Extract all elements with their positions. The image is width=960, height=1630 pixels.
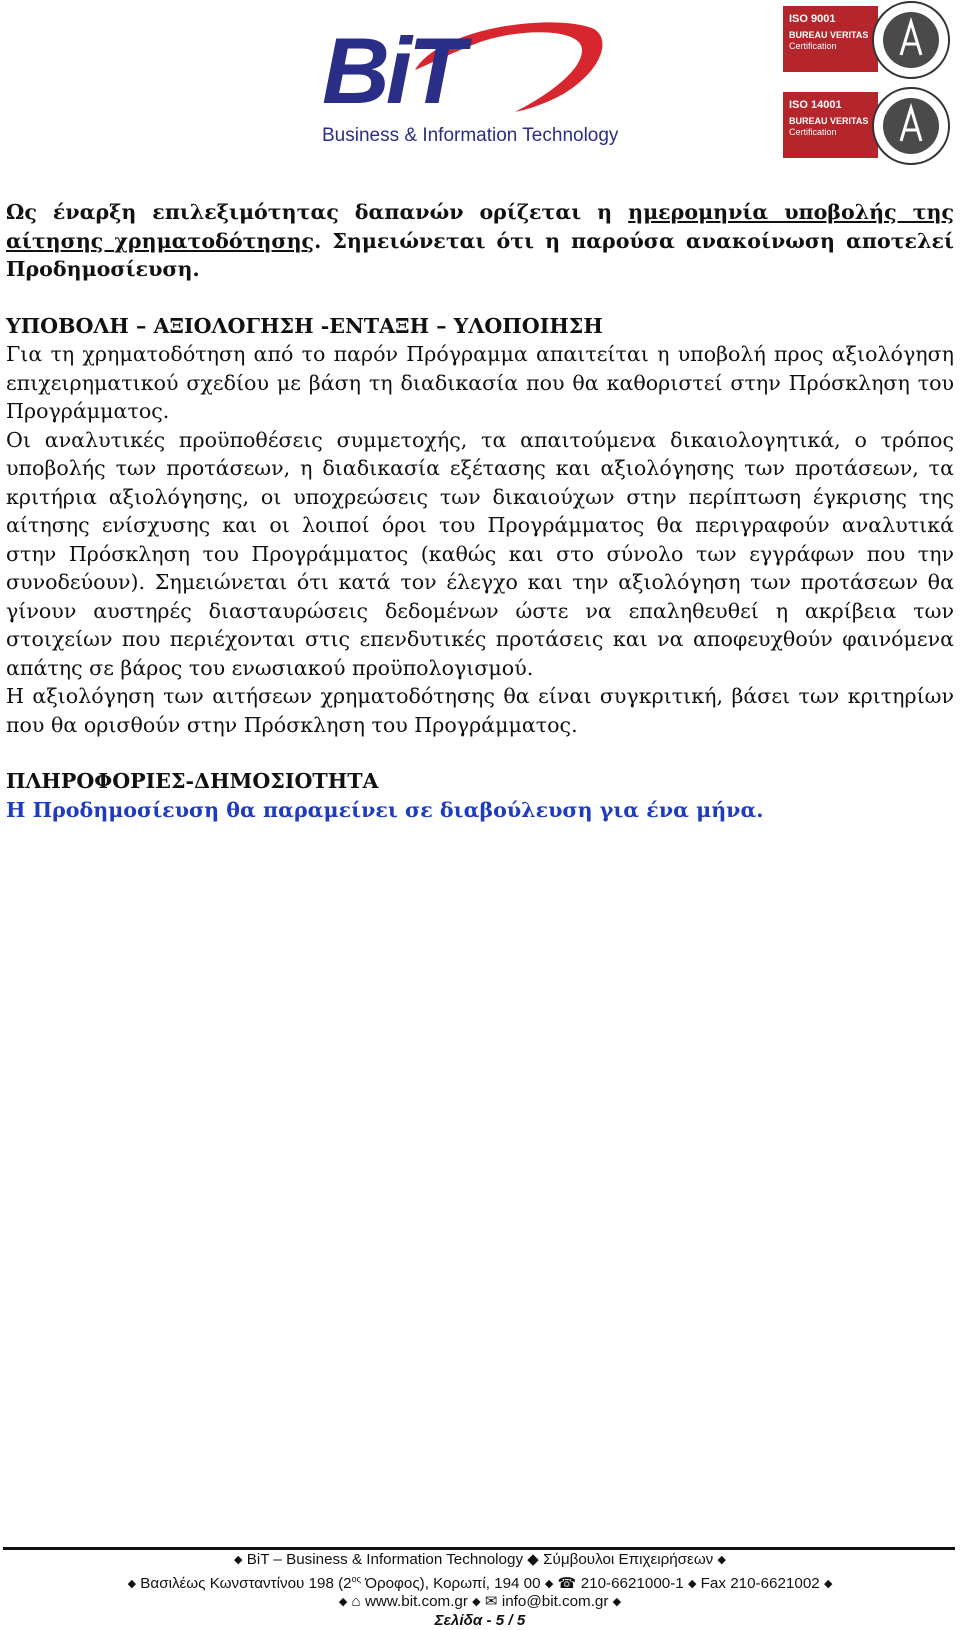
diamond-icon: ◆	[127, 1577, 137, 1590]
logo-wordmark: BiT	[322, 18, 462, 123]
footer-website-link[interactable]: www.bit.com.gr	[364, 1593, 468, 1611]
bureau-veritas-seal-icon	[871, 86, 951, 166]
iso-14001-certificate	[783, 86, 953, 164]
diamond-icon: ◆	[472, 1596, 481, 1609]
certificate-standard: ISO 9001	[789, 13, 836, 25]
certificate-label	[783, 6, 878, 72]
document-body	[6, 198, 954, 824]
footer-phone: 210-6621000-1	[580, 1574, 684, 1592]
eligibility-paragraph	[6, 198, 954, 284]
footer-address: Βασιλέως Κωνσταντίνου 198 (2	[140, 1574, 352, 1592]
floor-suffix: ος	[351, 1573, 361, 1584]
page-footer	[0, 1551, 960, 1630]
logo-tagline: Business & Information Technology	[322, 125, 619, 146]
eligibility-date-emphasis: ημερομηνία υποβολής της αίτησης χρηματοδότησης	[6, 200, 954, 253]
footer-company: BiT – Business & Information Technology ◆ Σύμβουλοι Επιχειρήσεων	[246, 1551, 714, 1568]
page-number: Σελίδα - 5 / 5	[434, 1611, 526, 1629]
section-title-information: ΠΛΗΡΟΦΟΡΙΕΣ-ΔΗΜΟΣΙΟΤΗΤΑ	[6, 769, 379, 793]
certificate-standard: ISO 14001	[789, 99, 842, 111]
diamond-icon: ◆	[544, 1577, 554, 1590]
footer-email-link[interactable]: info@bit.com.gr	[501, 1593, 609, 1611]
diamond-icon: ◆	[717, 1554, 726, 1566]
phone-icon: ☎	[557, 1574, 577, 1592]
footer-company-line	[0, 1551, 960, 1570]
diamond-icon: ◆	[823, 1577, 833, 1590]
consultation-note: Η Προδημοσίευση θα παραμείνει σε διαβούλευση για ένα μήνα.	[6, 797, 764, 822]
footer-contact-line	[0, 1593, 960, 1612]
submission-paragraph: Για τη χρηματοδότηση από το παρόν Πρόγραμμα απαιτείται η υποβολή προς αξιολόγηση επιχειρηματικού σχεδίου με βάση τη διαδικασία που θα καθοριστεί στην Πρόσκληση του Προγράμματος.	[6, 342, 954, 423]
certificate-subtitle: Certification	[789, 127, 837, 137]
bureau-veritas-seal-icon	[871, 0, 951, 80]
mail-icon: ✉	[484, 1593, 498, 1611]
globe-icon: ⌂	[351, 1593, 361, 1611]
footer-divider	[3, 1547, 955, 1550]
certificate-body: BUREAU VERITAS	[789, 30, 869, 40]
diamond-icon: ◆	[338, 1596, 348, 1609]
section-title-submission: ΥΠΟΒΟΛΗ – ΑΞΙΟΛΟΓΗΣΗ -ΕΝΤΑΞΗ – ΥΛΟΠΟΙΗΣΗ	[6, 313, 603, 338]
footer-address-line	[0, 1570, 960, 1594]
certificate-label	[783, 92, 878, 158]
footer-address-end: Όροφος), Κορωπί, 194 00	[360, 1574, 541, 1592]
bit-logo	[320, 8, 620, 158]
iso-9001-certificate	[783, 0, 953, 78]
certificate-body: BUREAU VERITAS	[789, 116, 869, 126]
eligibility-text: Ως έναρξη επιλεξιμότητας δαπανών ορίζεται η	[6, 200, 629, 224]
eligibility-text-end: . Σημειώνεται ότι η παρούσα ανακοίνωση αποτελεί Προδημοσίευση.	[6, 228, 955, 281]
footer-fax: Fax 210-6621002	[700, 1574, 820, 1592]
diamond-icon: ◆	[612, 1596, 622, 1609]
details-paragraph: Οι αναλυτικές προϋποθέσεις συμμετοχής, τα απαιτούμενα δικαιολογητικά, ο τρόπος υποβολής των προτάσεων, η διαδικασία εξέτασης και αξιολόγησης των προτάσεων, τα κριτήρια αξιολόγησης, οι υποχρεώσεις των δικαιούχων στην περίπτωση έγκρισης της αίτησης ενίσχυσης και οι λοιποί όροι του Προγράμματος θα περιγραφούν αναλυτικά στην Πρόσκληση του Προγράμματος (καθώς και στο σύνολο των εγγράφων που την συνοδεύουν). Σημειώνεται ότι κατά τον έλεγχο και την αξιολόγηση των προτάσεων θα γίνουν αυστηρές διασταυρώσεις δεδομένων ώστε να επαληθευθεί η ακρίβεια των στοιχείων που περιέχονται στις επενδυτικές προτάσεις και να αποφευχθούν φαινόμενα απάτης σε βάρος του ενωσιακού προϋπολογισμού.	[6, 427, 954, 680]
certificate-subtitle: Certification	[789, 41, 837, 51]
evaluation-paragraph: Η αξιολόγηση των αιτήσεων χρηματοδότησης θα είναι συγκριτική, βάσει των κριτηρίων που θα ορισθούν στην Πρόσκληση του Προγράμματος.	[6, 684, 954, 737]
diamond-icon: ◆	[234, 1554, 243, 1566]
diamond-icon: ◆	[687, 1577, 697, 1590]
